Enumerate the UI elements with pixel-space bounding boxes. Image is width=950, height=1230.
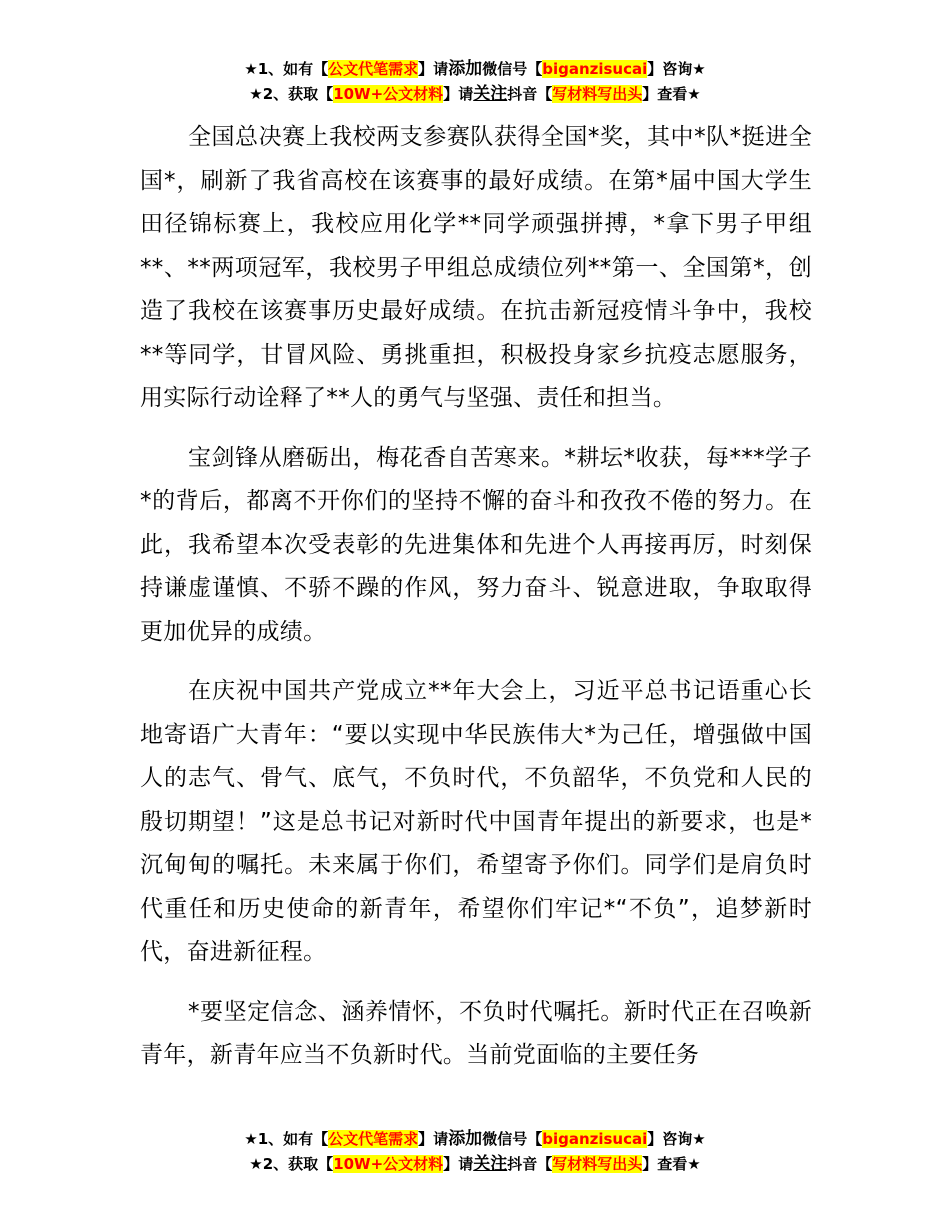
highlight-ghostwriting: 公文代笔需求	[328, 1130, 419, 1148]
header-text: 抖音【	[507, 85, 553, 103]
footer-text: 抖音【	[507, 1155, 553, 1173]
footer-line-2	[0, 1152, 950, 1177]
header-text: 】请	[418, 60, 449, 78]
header-text: 】请	[443, 85, 474, 103]
footer-banner	[0, 1127, 950, 1177]
footer-emphasis-follow: 关注	[473, 1154, 508, 1174]
header-line-1	[0, 57, 950, 82]
highlight-materials: 10W+公文材料	[333, 1155, 444, 1173]
paragraph-4: *要坚定信念、涵养情怀，不负时代嘱托。新时代正在召唤新青年，新青年应当不负新时代。当前党面临的主要任务	[140, 998, 812, 1068]
header-line-2	[0, 82, 950, 107]
highlight-materials: 10W+公文材料	[333, 85, 444, 103]
highlight-wechat-id: biganzisucai	[542, 1130, 648, 1148]
document-body	[140, 116, 812, 1094]
paragraph-3: 在庆祝中国共产党成立**年大会上，习近平总书记语重心长地寄语广大青年：“要以实现中华民族伟大*为己任，增强做中国人的志气、骨气、底气，不负时代，不负韶华，不负党和人民的殷切期望！”这是总书记对新时代中国青年提出的新要求，也是*沉甸甸的嘱托。未来属于你们，希望寄予你们。同学们是肩负时代重任和历史使命的新青年，希望你们牢记*“不负”，追梦新时代，奋进新征程。	[140, 678, 812, 965]
footer-text: 】咨询★	[647, 1130, 706, 1148]
header-banner	[0, 57, 950, 107]
header-text: ★1、如有【	[244, 60, 329, 78]
highlight-douyin-account: 写材料写出头	[552, 1155, 643, 1173]
paragraph-1: 全国总决赛上我校两支参赛队获得全国*奖，其中*队*挺进全国*，刷新了我省高校在该赛事的最好成绩。在第*届中国大学生田径锦标赛上，我校应用化学**同学顽强拼搏，*拿下男子甲组**、**两项冠军，我校男子甲组总成绩位列**第一、全国第*，创造了我校在该赛事历史最好成绩。在抗击新冠疫情斗争中，我校**等同学，甘冒风险、勇挑重担，积极投身家乡抗疫志愿服务，用实际行动诠释了**人的勇气与坚强、责任和担当。	[140, 124, 812, 411]
highlight-douyin-account: 写材料写出头	[552, 85, 643, 103]
footer-text: ★1、如有【	[244, 1130, 329, 1148]
footer-text: 】请	[443, 1155, 474, 1173]
footer-text: 微信号【	[482, 1130, 543, 1148]
header-emphasis-follow: 关注	[473, 84, 508, 104]
highlight-ghostwriting: 公文代笔需求	[328, 60, 419, 78]
header-text: 微信号【	[482, 60, 543, 78]
paragraph-2: 宝剑锋从磨砺出，梅花香自苦寒来。*耕坛*收获，每***学子*的背后，都离不开你们的坚持不懈的奋斗和孜孜不倦的努力。在此，我希望本次受表彰的先进集体和先进个人再接再厉，时刻保持谦虚谨慎、不骄不躁的作风，努力奋斗、锐意进取，争取取得更加优异的成绩。	[140, 444, 812, 645]
header-text: 】咨询★	[647, 60, 706, 78]
footer-text: 】请	[418, 1130, 449, 1148]
header-text: ★2、获取【	[249, 85, 334, 103]
highlight-wechat-id: biganzisucai	[542, 60, 648, 78]
footer-line-1	[0, 1127, 950, 1152]
footer-text: 】查看★	[642, 1155, 701, 1173]
footer-text: ★2、获取【	[249, 1155, 334, 1173]
footer-emphasis-add: 添加	[448, 1129, 483, 1149]
header-emphasis-add: 添加	[448, 59, 483, 79]
header-text: 】查看★	[642, 85, 701, 103]
